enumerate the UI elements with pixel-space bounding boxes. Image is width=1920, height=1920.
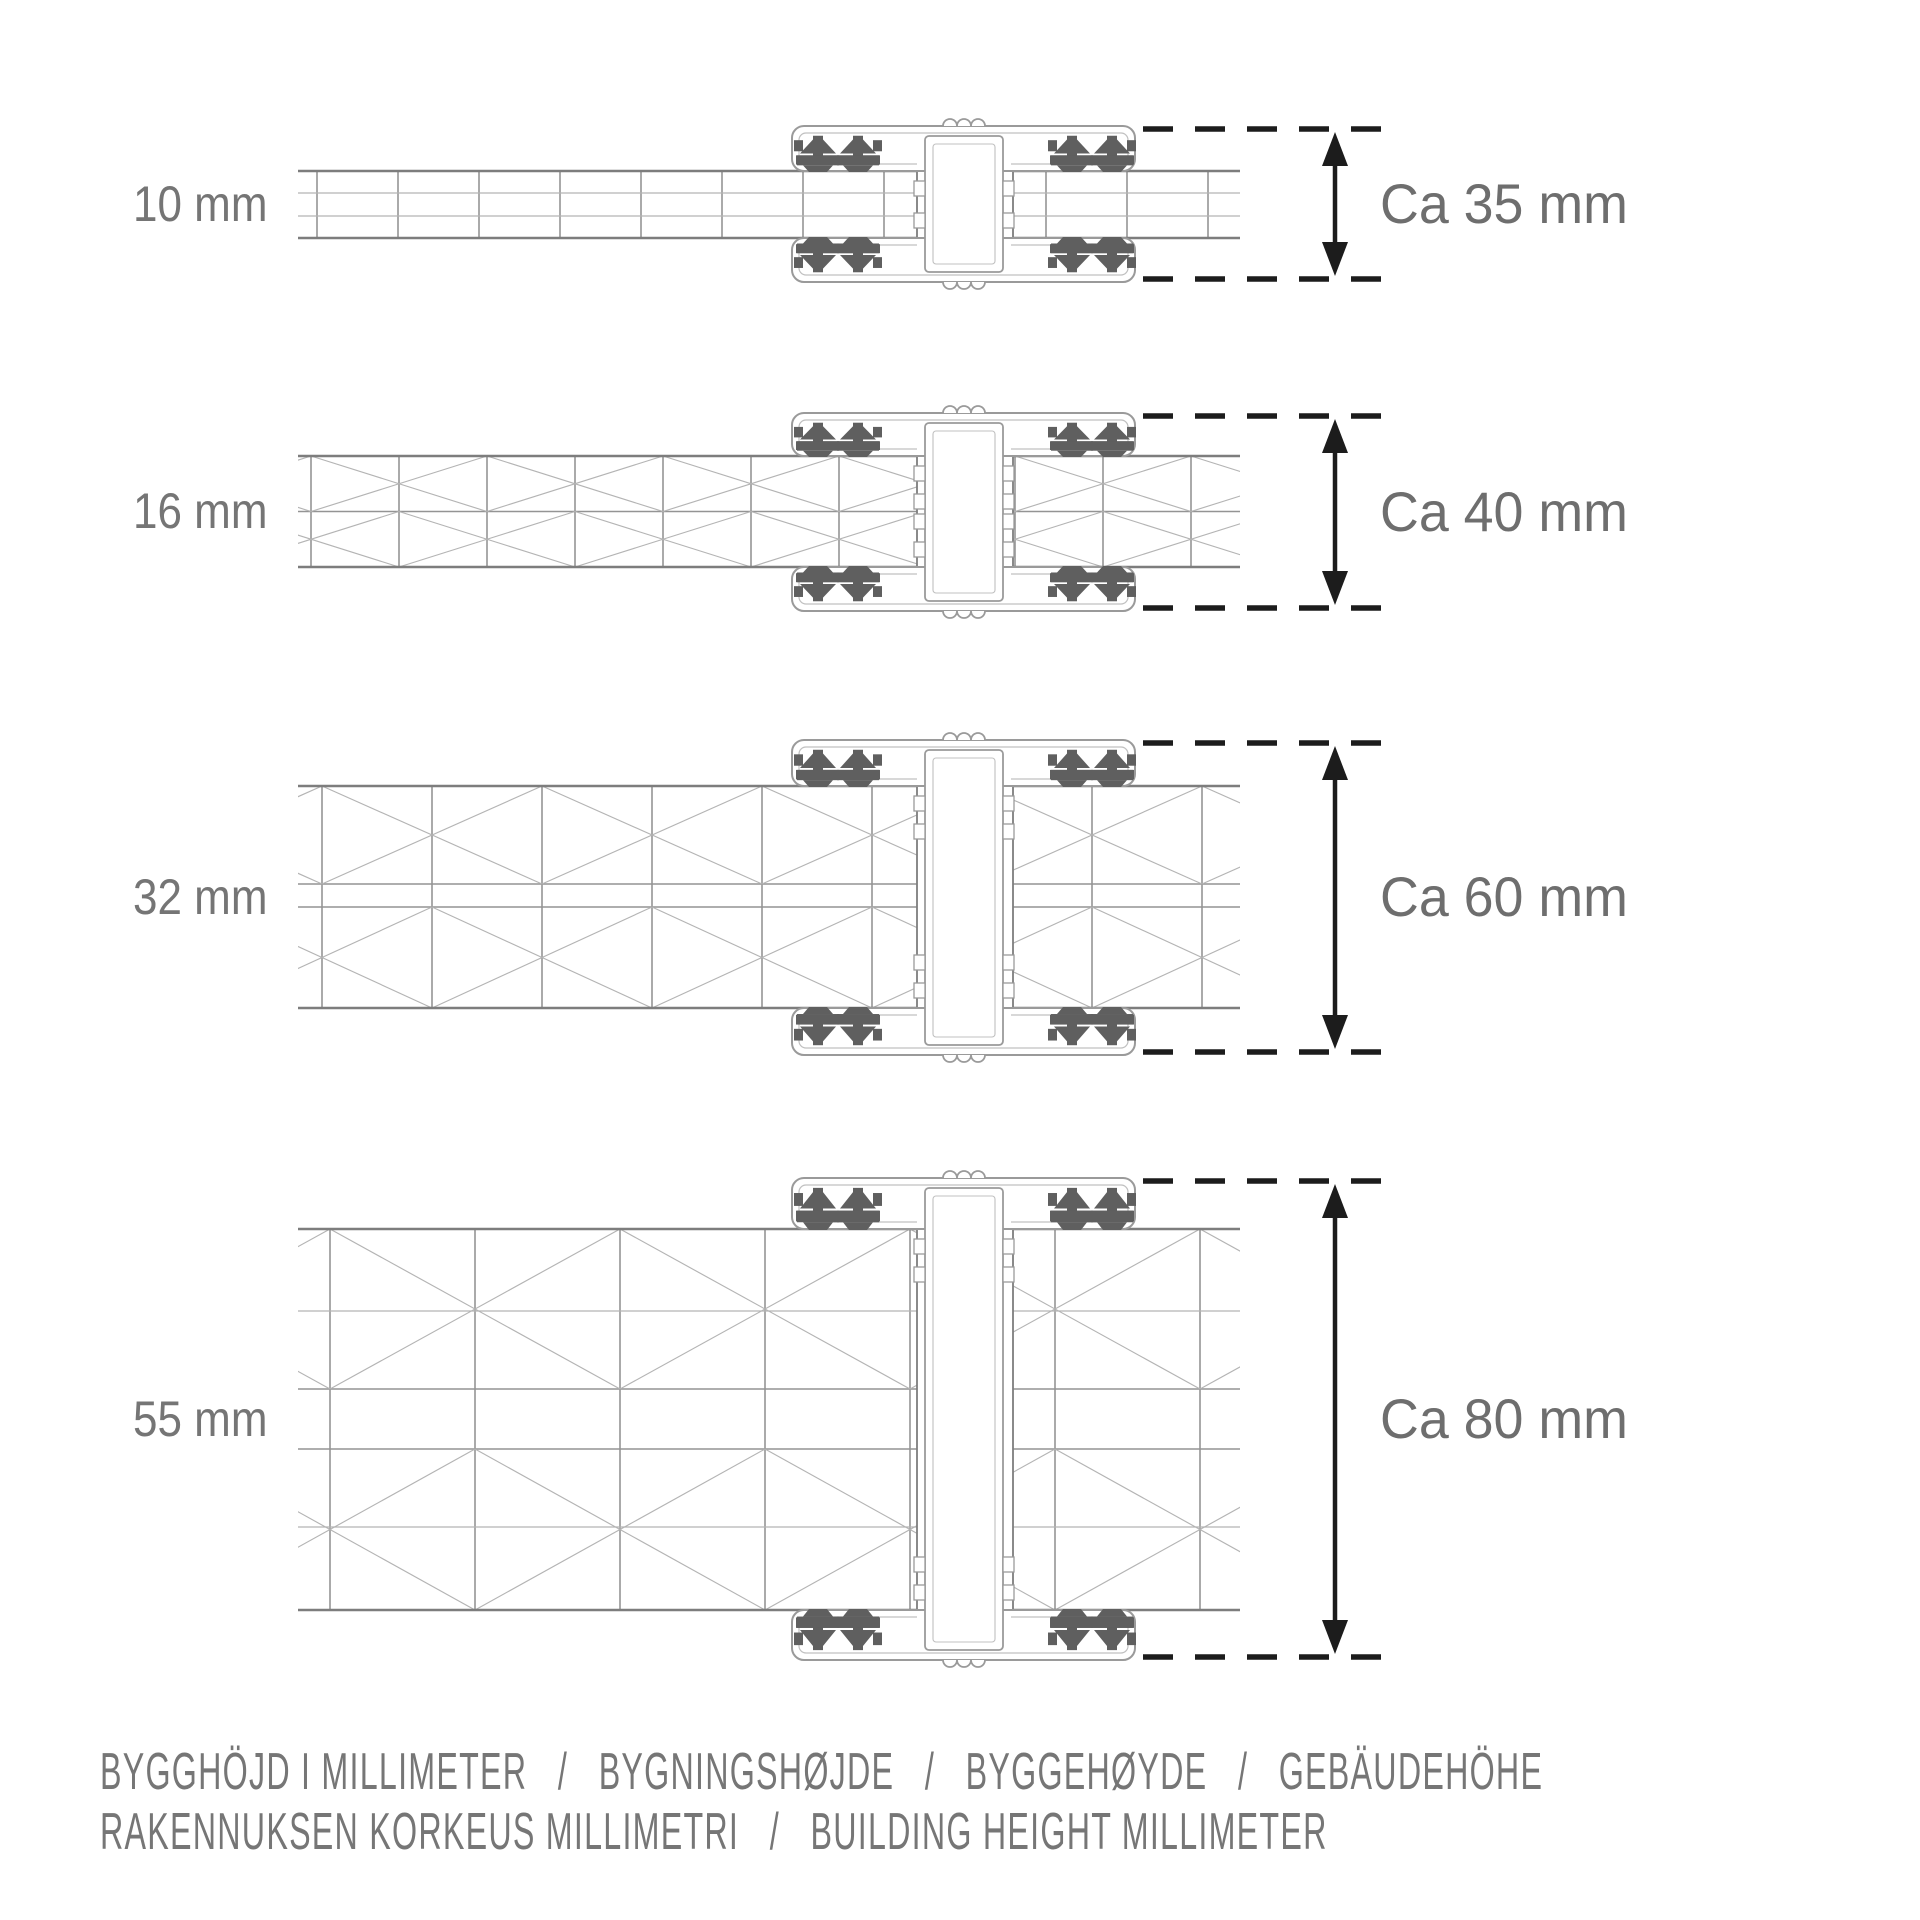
dimension-indicator-32mm xyxy=(1143,743,1398,1052)
caption-line-2: RAKENNUKSEN KORKEUS MILLIMETRI / BUILDING HEIGHT MILLIMETER xyxy=(100,1803,1328,1861)
building-height-label-60mm: Ca 60 mm xyxy=(1380,865,1628,928)
panel-thickness-label-32mm: 32 mm xyxy=(133,869,268,925)
joint-profile-10mm xyxy=(792,119,1136,289)
panel-10mm xyxy=(298,171,1240,238)
dimension-indicator-55mm xyxy=(1143,1181,1398,1657)
panel-thickness-label-16mm: 16 mm xyxy=(133,483,268,539)
dimension-indicator-10mm xyxy=(1143,129,1398,279)
panel-thickness-label-10mm: 10 mm xyxy=(133,176,268,232)
caption-line-1: BYGGHÖJD I MILLIMETER / BYGNINGSHØJDE / BYGGEHØYDE / GEBÄUDEHÖHE xyxy=(100,1743,1544,1801)
joint-profile-32mm xyxy=(792,733,1136,1062)
joint-profile-55mm xyxy=(792,1171,1136,1667)
building-height-label-80mm: Ca 80 mm xyxy=(1380,1387,1628,1450)
building-height-label-40mm: Ca 40 mm xyxy=(1380,480,1628,543)
panel-thickness-label-55mm: 55 mm xyxy=(133,1391,268,1447)
row-10mm xyxy=(298,119,1398,289)
building-height-label-35mm: Ca 35 mm xyxy=(1380,172,1628,235)
